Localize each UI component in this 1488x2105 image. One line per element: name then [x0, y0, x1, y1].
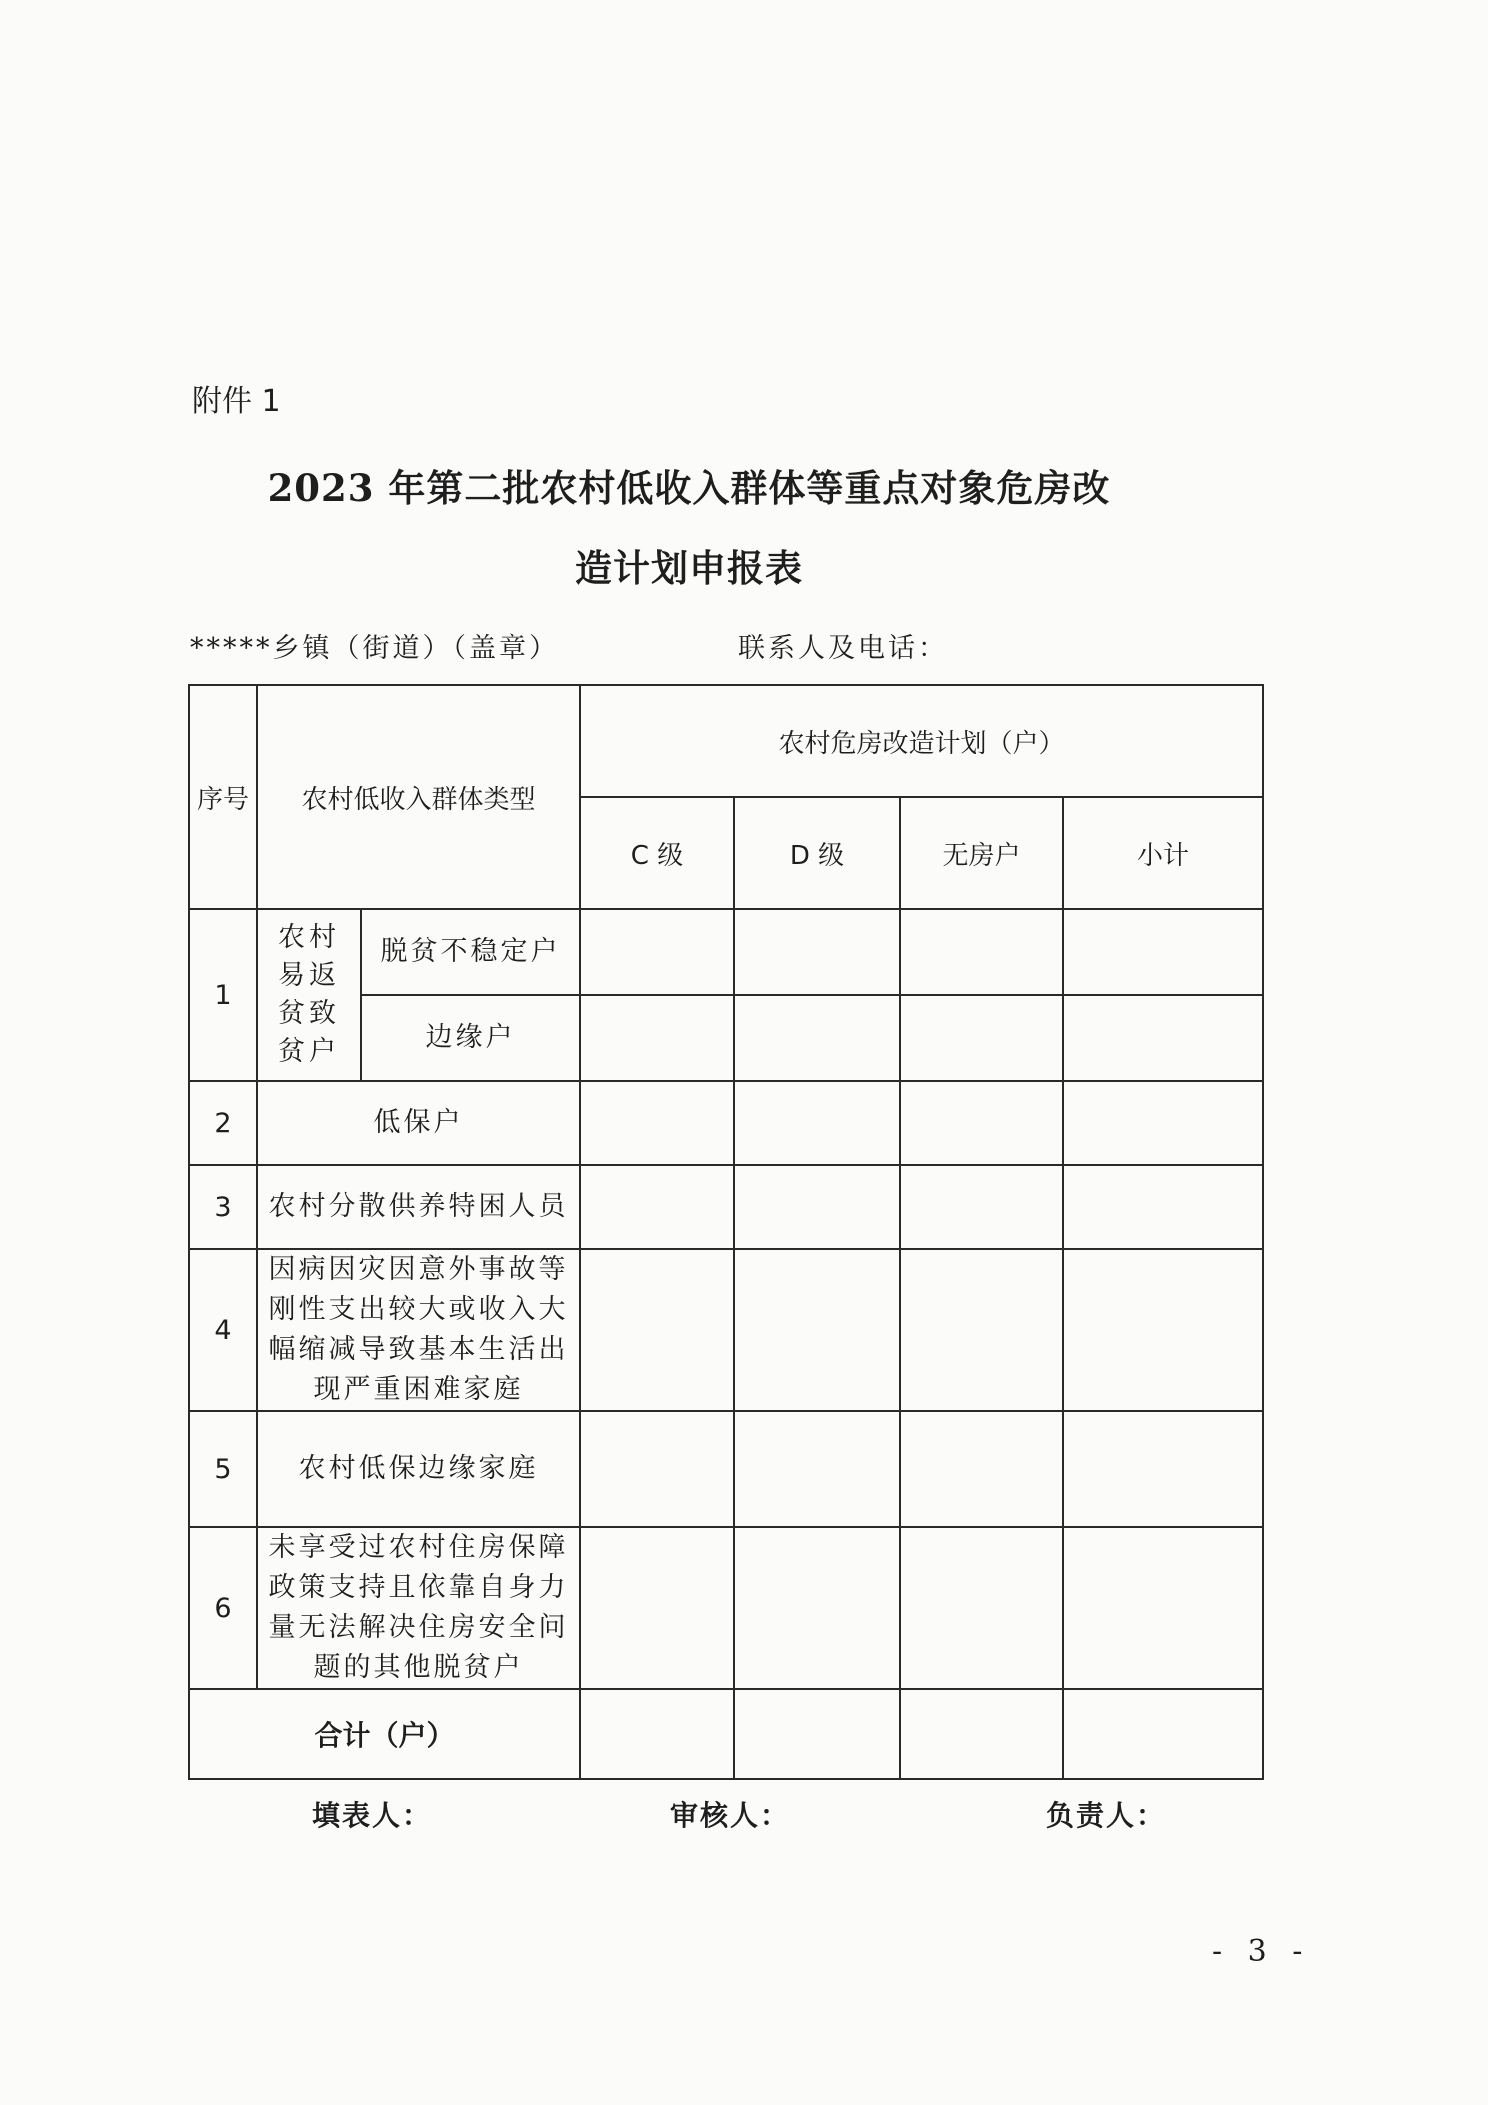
row-type: 农村分散供养特困人员 [257, 1165, 580, 1249]
input-cell[interactable] [580, 1165, 734, 1249]
row-type: 因病因灾因意外事故等刚性支出较大或收入大幅缩减导致基本生活出现严重困难家庭 [257, 1249, 580, 1411]
table-row [189, 1249, 1263, 1411]
document-title-line1: 2023 年第二批农村低收入群体等重点对象危房改 [267, 466, 1111, 510]
row-type: 低保户 [257, 1081, 580, 1165]
header-grade-d: D 级 [734, 797, 900, 909]
row-index: 5 [189, 1411, 257, 1527]
input-cell[interactable] [1063, 909, 1263, 995]
input-cell[interactable] [580, 1527, 734, 1689]
input-cell[interactable] [900, 1689, 1063, 1779]
township-seal-line: *****乡镇（街道）（盖章） [190, 633, 559, 664]
input-cell[interactable] [900, 1081, 1063, 1165]
input-cell[interactable] [734, 909, 900, 995]
row-index: 3 [189, 1165, 257, 1249]
input-cell[interactable] [1063, 1689, 1263, 1779]
table-row [189, 1527, 1263, 1689]
filler-signature-label: 填表人： [312, 1799, 433, 1832]
table-row [189, 909, 1263, 995]
header-group-type: 农村低收入群体类型 [257, 685, 580, 909]
input-cell[interactable] [580, 1411, 734, 1527]
row-group-label: 农村易返贫致贫户 [257, 909, 361, 1081]
row-type: 边缘户 [361, 995, 580, 1081]
row-index: 1 [189, 909, 257, 1081]
input-cell[interactable] [580, 909, 734, 995]
input-cell[interactable] [734, 1249, 900, 1411]
reviewer-signature-label: 审核人： [670, 1799, 791, 1832]
input-cell[interactable] [1063, 1527, 1263, 1689]
row-index: 4 [189, 1249, 257, 1411]
header-index: 序号 [189, 685, 257, 909]
attachment-label: 附件 1 [192, 384, 281, 419]
header-renovation-plan: 农村危房改造计划（户） [580, 685, 1263, 797]
input-cell[interactable] [580, 995, 734, 1081]
row-type: 脱贫不稳定户 [361, 909, 580, 995]
input-cell[interactable] [900, 1165, 1063, 1249]
application-table [188, 684, 1264, 1780]
total-label: 合计（户） [189, 1689, 580, 1779]
input-cell[interactable] [900, 909, 1063, 995]
row-type: 未享受过农村住房保障政策支持且依靠自身力量无法解决住房安全问题的其他脱贫户 [257, 1527, 580, 1689]
input-cell[interactable] [734, 1527, 900, 1689]
row-index: 2 [189, 1081, 257, 1165]
input-cell[interactable] [1063, 995, 1263, 1081]
header-grade-c: C 级 [580, 797, 734, 909]
input-cell[interactable] [734, 1165, 900, 1249]
input-cell[interactable] [900, 1527, 1063, 1689]
table-row [189, 1165, 1263, 1249]
row-type: 农村低保边缘家庭 [257, 1411, 580, 1527]
input-cell[interactable] [900, 1411, 1063, 1527]
table-row-total [189, 1689, 1263, 1779]
table-row [189, 1081, 1263, 1165]
input-cell[interactable] [1063, 1249, 1263, 1411]
input-cell[interactable] [580, 1689, 734, 1779]
document-title-line2: 造计划申报表 [575, 546, 803, 590]
responsible-signature-label: 负责人： [1046, 1799, 1167, 1832]
input-cell[interactable] [734, 995, 900, 1081]
row-index: 6 [189, 1527, 257, 1689]
table-row [189, 1411, 1263, 1527]
input-cell[interactable] [580, 1249, 734, 1411]
page-number: - 3 - [1212, 1934, 1311, 1969]
input-cell[interactable] [1063, 1411, 1263, 1527]
contact-line: 联系人及电话： [738, 633, 948, 664]
header-subtotal: 小计 [1063, 797, 1263, 909]
input-cell[interactable] [734, 1689, 900, 1779]
input-cell[interactable] [900, 995, 1063, 1081]
input-cell[interactable] [1063, 1081, 1263, 1165]
input-cell[interactable] [1063, 1165, 1263, 1249]
input-cell[interactable] [900, 1249, 1063, 1411]
header-no-house: 无房户 [900, 797, 1063, 909]
input-cell[interactable] [734, 1411, 900, 1527]
input-cell[interactable] [734, 1081, 900, 1165]
input-cell[interactable] [580, 1081, 734, 1165]
